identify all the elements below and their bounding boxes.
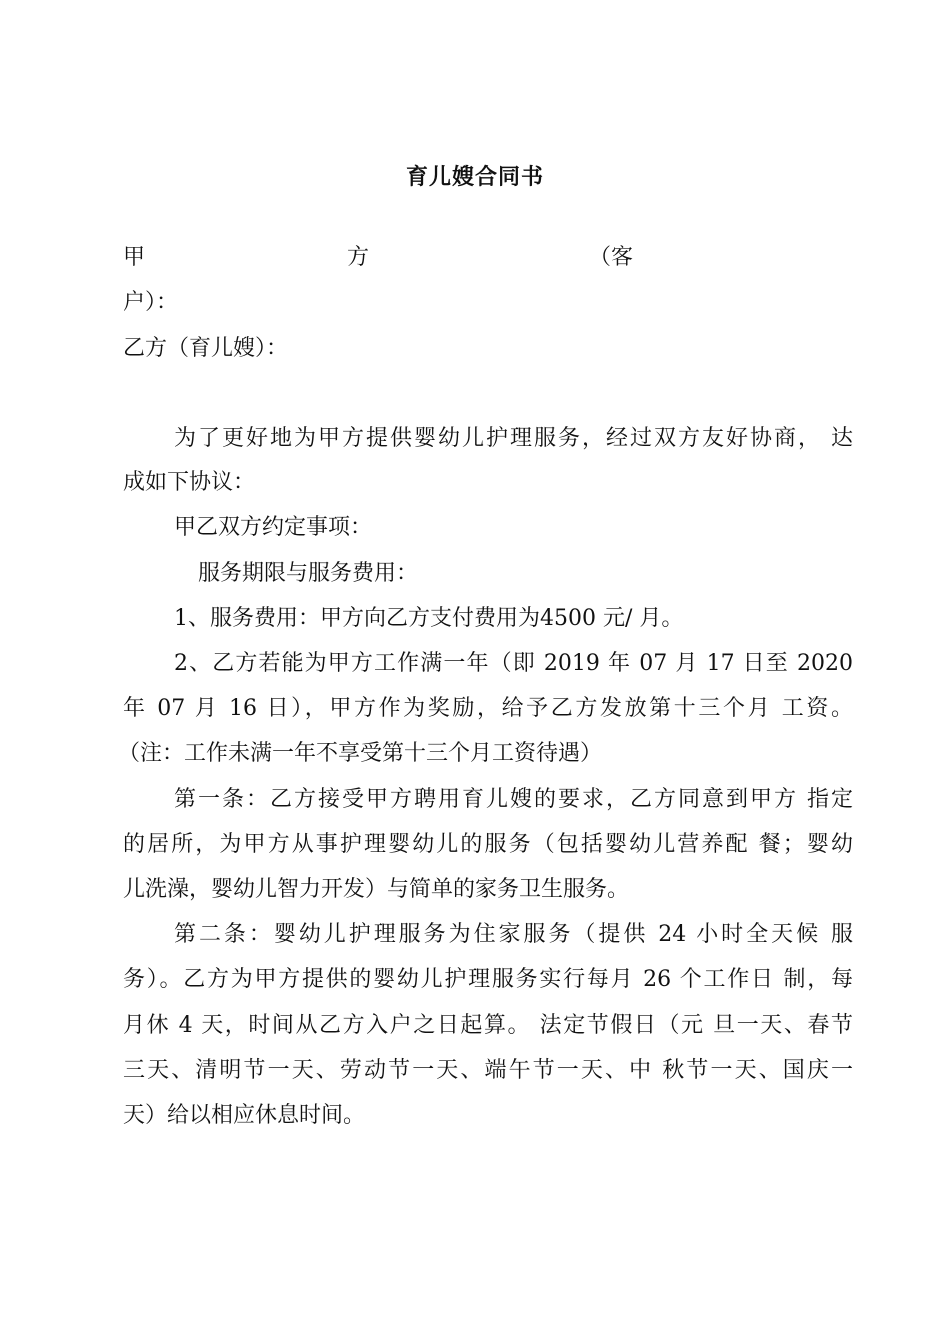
party-a-line [123,243,633,273]
article-1-line-2: 的居所，为甲方从事护理婴幼儿的服务（包括婴幼儿营养配 餐；婴幼 [123,832,853,857]
party-a-label-1: 甲 [123,245,146,270]
party-b-label: 乙方（育儿嫂）： [123,336,289,361]
party-a-label-2: 方 [347,245,370,270]
article-2-line-1: 第二条：婴幼儿护理服务为住家服务（提供 24 小时全天候 服 [174,922,853,947]
article-1-line-3: 儿洗澡，婴幼儿智力开发）与简单的家务卫生服务。 [123,877,630,902]
fee-clause: 1、服务费用：甲方向乙方支付费用为4500 元/ 月。 [174,606,684,631]
article-2-line-2: 务）。乙方为甲方提供的婴幼儿护理服务实行每月 26 个工作日 制，每 [123,967,853,992]
article-1-line-1: 第一条：乙方接受甲方聘用育儿嫂的要求，乙方同意到甲方 指定 [174,787,853,812]
intro-line-2: 成如下协议： [123,470,256,495]
agreement-heading: 甲乙双方约定事项： [174,515,373,540]
bonus-note: （注：工作未满一年不享受第十三个月工资待遇） [118,741,603,766]
party-a-label-4: 户）： [123,290,179,315]
bonus-clause-line-2: 年 07 月 16 日），甲方作为奖励，给予乙方发放第十三个月 工资。 [123,696,853,721]
service-term-heading: 服务期限与服务费用： [198,561,419,586]
article-2-line-3: 月休 4 天，时间从乙方入户之日起算。 法定节假日（元 旦一天、春节 [123,1013,853,1038]
bonus-clause-line-1: 2、乙方若能为甲方工作满一年（即 2019 年 07 月 17 日至 2020 [174,651,853,676]
article-2-line-4: 三天、清明节一天、劳动节一天、端午节一天、中 秋节一天、国庆一 [123,1058,853,1083]
document-title: 育儿嫂合同书 [405,164,544,190]
article-2-line-5: 天）给以相应休息时间。 [123,1103,366,1128]
party-a-label-3: （客 [589,245,634,270]
intro-line-1: 为了更好地为甲方提供婴幼儿护理服务，经过双方友好协商， 达 [174,426,853,451]
